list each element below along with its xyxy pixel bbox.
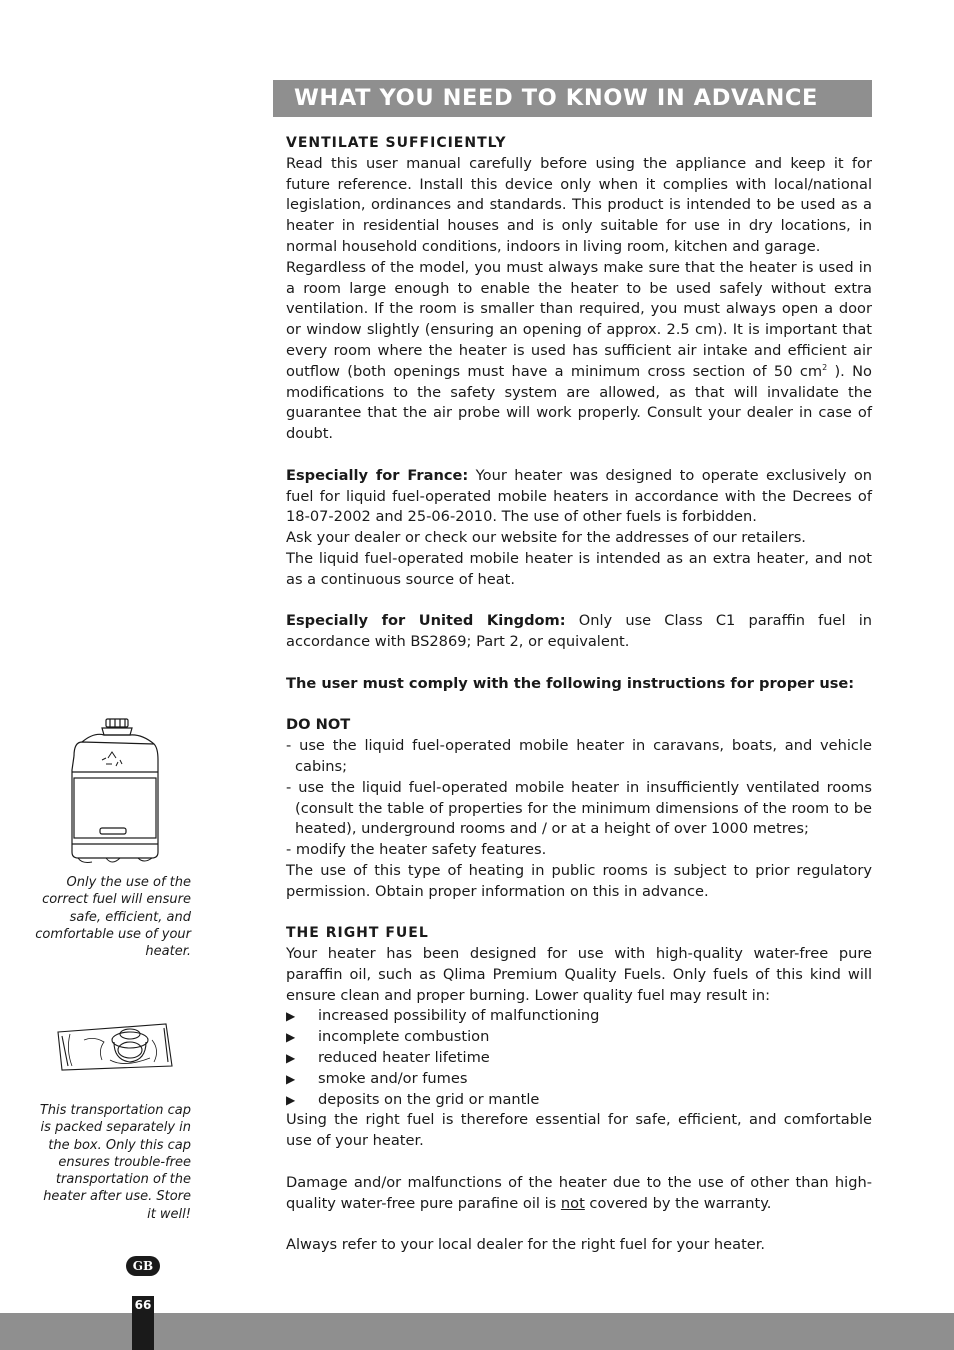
list-item — [286, 1090, 872, 1111]
warranty-note-a: Damage and/or malfunctions of the heater due to the use of other than high-quality water-free pure parafine oil is — [286, 1173, 872, 1212]
language-badge: GB — [126, 1256, 160, 1276]
arrow-bullet-icon: ▶ — [286, 1009, 296, 1024]
fuel-can-icon — [66, 716, 162, 872]
ventilate-paragraph-1: Read this user manual carefully before using the appliance and keep it for future reference. Install this device only when it complies with local/national legislation, ordinances and standards. This product is intended to be used as a heater in residential houses and is only suitable for use in dry locations, in normal household conditions, indoors in living room, kitchen and garage. — [286, 154, 872, 255]
ventilate-paragraph-2-b: ). No modifications to the safety system are allowed, as that will invalidate the guarantee that the air probe will work properly. Consult your dealer in case of doubt. — [286, 362, 872, 443]
ventilate-paragraph-2-a: Regardless of the model, you must always make sure that the heater is used in a room large enough to enable the heater to be used safely without extra ventilation. If the room is smaller than required, you must always open a door or window slightly (ensuring an opening of approx. 2.5 cm). It is important that every room where the heater is used has sufficient air intake and efficient air outflow (both openings must have a minimum cross section of 50 cm — [286, 258, 872, 380]
list-item: - modify the heater safety features. — [286, 841, 547, 859]
france-paragraph-2: Ask your dealer or check our website for the addresses of our retailers. — [286, 529, 806, 547]
ventilate-heading: VENTILATE SUFFICIENTLY — [286, 135, 507, 151]
uk-label: Especially for United Kingdom: — [286, 612, 566, 630]
page-title: WHAT YOU NEED TO KNOW IN ADVANCE — [294, 85, 818, 111]
right-fuel-heading: THE RIGHT FUEL — [286, 925, 429, 942]
list-item-text: incomplete combustion — [318, 1028, 490, 1046]
list-item: - use the liquid fuel-operated mobile heater in caravans, boats, and vehicle cabins; — [286, 737, 872, 775]
main-content — [286, 133, 872, 1256]
right-fuel-conclusion: Using the right fuel is therefore essential for safe, efficient, and comfortable use of your heater. — [286, 1111, 872, 1150]
uk-paragraph — [286, 611, 872, 653]
list-item — [286, 1069, 872, 1090]
list-item — [286, 1048, 872, 1069]
cap-caption: This transportation cap is packed separately in the box. Only this cap ensures trouble-free transportation of the heater after use. Store it well! — [39, 1103, 191, 1222]
list-item-text: increased possibility of malfunctioning — [318, 1007, 600, 1025]
warranty-note-b: covered by the warranty. — [584, 1194, 772, 1212]
do-not-note: The use of this type of heating in public rooms is subject to prior regulatory permission. Obtain proper information on this in advance. — [286, 861, 872, 900]
warranty-not: not — [560, 1194, 585, 1212]
ventilate-paragraph-2 — [286, 258, 872, 445]
comply-instruction: The user must comply with the following instructions for proper use: — [286, 674, 855, 692]
france-text: Your heater was designed to operate exclusively on fuel for liquid fuel-operated mobile heaters in accordance with the Decrees of 18-07-2002 and 25-06-2010. The use of other fuels is forbidden. — [286, 466, 873, 526]
page-number: 66 — [132, 1296, 154, 1350]
arrow-bullet-icon: ▶ — [286, 1051, 296, 1066]
arrow-bullet-icon: ▶ — [286, 1071, 296, 1086]
france-paragraph — [286, 466, 872, 528]
superscript-2: 2 — [822, 362, 828, 372]
do-not-list — [286, 736, 872, 861]
do-not-heading: DO NOT — [286, 716, 351, 734]
list-item-text: reduced heater lifetime — [318, 1049, 490, 1067]
right-fuel-intro: Your heater has been designed for use with high-quality water-free pure paraffin oil, such as Qlima Premium Quality Fuels. Only fuels of this kind will ensure clean and proper burning. Lower quality fuel may result in: — [286, 945, 872, 1004]
transport-cap-icon — [54, 1020, 174, 1080]
fuel-result-list — [286, 1006, 872, 1110]
list-item — [286, 1006, 872, 1027]
arrow-bullet-icon: ▶ — [286, 1030, 296, 1045]
list-item — [286, 1027, 872, 1048]
fuel-caption: Only the use of the correct fuel will ensure safe, efficient, and comfortable use of your heater. — [35, 875, 191, 960]
list-item: - use the liquid fuel-operated mobile heater in insufficiently ventilated rooms (consult the table of properties for the minimum dimensions of the room to be heated), underground rooms and / or at a height of over 1000 metres; — [286, 778, 872, 838]
list-item-text: smoke and/or fumes — [318, 1069, 468, 1087]
dealer-note: Always refer to your local dealer for the right fuel for your heater. — [286, 1236, 766, 1254]
uk-text: Only use Class C1 paraffin fuel in accordance with BS2869; Part 2, or equivalent. — [286, 612, 872, 651]
title-bar — [273, 80, 872, 117]
warranty-note — [286, 1173, 872, 1215]
arrow-bullet-icon: ▶ — [286, 1092, 296, 1107]
list-item-text: deposits on the grid or mantle — [318, 1090, 540, 1108]
france-label: Especially for France: — [286, 466, 469, 484]
france-paragraph-3: The liquid fuel-operated mobile heater is intended as an extra heater, and not as a continuous source of heat. — [286, 549, 872, 588]
